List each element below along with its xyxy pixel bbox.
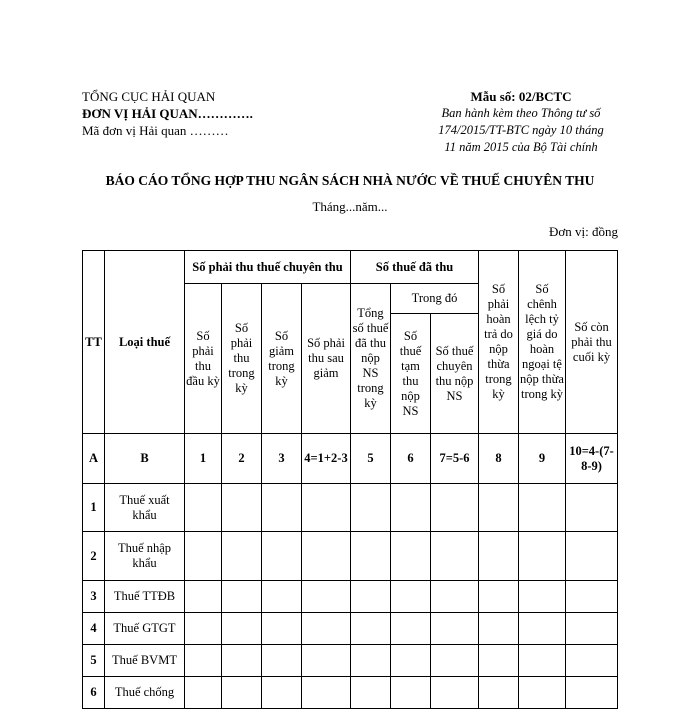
- col-fx-diff-header: Số chênh lệch tỷ giá do hoàn ngoại tệ nộp thừa trong kỳ: [519, 251, 566, 434]
- row-number: 2: [83, 532, 105, 581]
- row-number: 4: [83, 613, 105, 645]
- index-cell: 10=4-(7-8-9): [566, 434, 618, 484]
- index-cell: 8: [479, 434, 519, 484]
- header-right: [426, 88, 616, 156]
- index-cell: 9: [519, 434, 566, 484]
- row-tax-name: Thuế GTGT: [105, 613, 185, 645]
- col-type-header: Loại thuế: [105, 251, 185, 434]
- currency-unit: Đơn vị: đồng: [549, 224, 618, 239]
- col-special-tax-header: Số thuế chuyên thu nộp NS: [431, 314, 479, 434]
- index-cell: 1: [185, 434, 222, 484]
- header-left: [82, 88, 253, 139]
- col-tt-header: TT: [83, 251, 105, 434]
- form-note-line1: Ban hành kèm theo Thông tư số: [441, 106, 601, 120]
- col-after-reduce-header: Số phải thu sau giảm: [302, 284, 351, 434]
- row-tax-name: Thuế chống: [105, 677, 185, 709]
- group-collected-header: Số thuế đã thu: [351, 251, 479, 284]
- row-tax-name: Thuế TTĐB: [105, 581, 185, 613]
- col-refund-header: Số phải hoàn trả do nộp thừa trong kỳ: [479, 251, 519, 434]
- row-number: 5: [83, 645, 105, 677]
- col-remaining-header: Số còn phải thu cuối kỳ: [566, 251, 618, 434]
- col-in-period-header: Số phải thu trong kỳ: [222, 284, 262, 434]
- row-tax-name: Thuế nhập khẩu: [105, 532, 185, 581]
- index-cell: 4=1+2-3: [302, 434, 351, 484]
- report-table: [82, 250, 618, 709]
- table-row: [83, 581, 618, 613]
- subgroup-of-which-header: Trong đó: [391, 284, 479, 314]
- form-code: Mẫu số: 02/BCTC: [470, 89, 572, 104]
- unit-name: ĐƠN VỊ HẢI QUAN………….: [82, 106, 253, 121]
- row-number: 1: [83, 484, 105, 532]
- index-cell: 2: [222, 434, 262, 484]
- table-header-row-1: [83, 251, 618, 284]
- table-row: [83, 677, 618, 709]
- agency-name: TỔNG CỤC HẢI QUAN: [82, 89, 216, 104]
- group-payable-header: Số phải thu thuế chuyên thu: [185, 251, 351, 284]
- table-row: [83, 645, 618, 677]
- index-cell: 7=5-6: [431, 434, 479, 484]
- index-cell: 6: [391, 434, 431, 484]
- index-row: [83, 434, 618, 484]
- col-reduced-header: Số giảm trong kỳ: [262, 284, 302, 434]
- report-title: BÁO CÁO TỔNG HỢP THU NGÂN SÁCH NHÀ NƯỚC VỀ THUẾ CHUYÊN THU: [105, 173, 595, 188]
- row-tax-name: Thuế BVMT: [105, 645, 185, 677]
- index-cell: B: [105, 434, 185, 484]
- form-note-line3: 11 năm 2015 của Bộ Tài chính: [444, 140, 598, 154]
- col-temp-tax-header: Số thuế tạm thu nộp NS: [391, 314, 431, 434]
- index-cell: 5: [351, 434, 391, 484]
- col-total-collected-header: Tổng số thuế đã thu nộp NS trong kỳ: [351, 284, 391, 434]
- row-number: 3: [83, 581, 105, 613]
- report-period: Tháng...năm...: [312, 199, 388, 214]
- table-row: [83, 484, 618, 532]
- unit-code: Mã đơn vị Hải quan ………: [82, 123, 229, 138]
- index-cell: A: [83, 434, 105, 484]
- table-row: [83, 613, 618, 645]
- table-row: [83, 532, 618, 581]
- col-opening-header: Số phải thu đầu kỳ: [185, 284, 222, 434]
- row-number: 6: [83, 677, 105, 709]
- row-tax-name: Thuế xuất khẩu: [105, 484, 185, 532]
- index-cell: 3: [262, 434, 302, 484]
- form-note-line2: 174/2015/TT-BTC ngày 10 tháng: [438, 123, 604, 137]
